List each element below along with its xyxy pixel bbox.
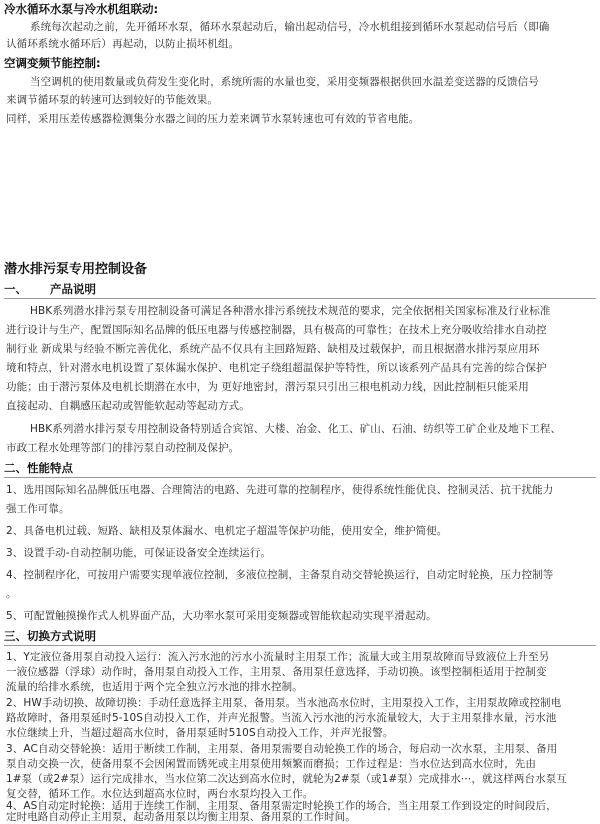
list-item-continuation: 流量的给排水系统，也适用于两个完全独立污水池的排水控制。 — [6, 681, 303, 693]
paragraph-line: 境和特点，针对潜水电机设置了泵体漏水保护、电机定子绕组超温保护等特性，所以该系列产品具有完善的综合保护 — [6, 362, 547, 374]
section-number: 一、 — [4, 282, 27, 296]
list-item-continuation: 路故障时，备用泵延时5-10S自动投入工作，并声光报警。当流入污水池的污水流量较大，大于主用泵排水量，污水池 — [6, 712, 557, 724]
list-item-continuation: 一液位感器（浮球）动作时，备用泵自动投入工作，主用泵、备用泵任意选择，手动切换。该型控制柜适用于控制变 — [6, 666, 547, 678]
section-divider — [4, 645, 596, 646]
section-heading-performance-features: 二、性能特点 — [4, 461, 73, 475]
list-item: 1、选用国际知名品牌低压电器、合理简洁的电路、先进可靠的控制程序，使得系统性能优良、控制灵活、抗干扰能力 — [6, 484, 554, 496]
list-item: 2、具备电机过载、短路、缺相及泵体漏水、电机定子超温等保护功能，使用安全，维护简便。 — [6, 525, 448, 537]
list-item-continuation: 定时电路自动停止主用泵，起动备用泵以均衡主用泵、备用泵的工作时间。 — [6, 811, 356, 823]
list-item-continuation: 水位继续上升，当超过超高水位时，备用泵延时510S自动投入工作，并声光报警。 — [6, 727, 394, 739]
section-heading-switching-modes: 三、切换方式说明 — [4, 629, 96, 643]
paragraph-line: 市政工程水处理等部门的排污泵自动控制及保护。 — [6, 442, 240, 454]
paragraph-line: HBK系列潜水排污泵专用控制设备特别适合宾馆、大楼、冶金、化工、矿山、石油、纺织等工矿企业及地下工程、 — [30, 423, 562, 435]
paragraph-line: 来调节循环泵的转速可达到较好的节能效果。 — [6, 94, 218, 106]
list-item-continuation: 强工作可靠。 — [6, 503, 70, 515]
list-item: 3、AC自动交替轮换：适用于断续工作制，主用泵、备用泵需要自动轮换工作的场合，每启动一次水泵，主用泵、备用 — [6, 743, 558, 755]
list-item: 2、HW手动切换、故障切换：手动任意选择主用泵、备用泵。当水池高水位时，主用泵投入工作，主用泵故障或控制电 — [6, 697, 562, 709]
list-item: 4、控制程序化，可按用户需要实现单液位控制，多液位控制，主备泵自动交替轮换运行，自动定时轮换，压力控制等 — [6, 569, 554, 581]
section-divider — [4, 298, 596, 299]
paragraph-line: 直接起动、自耦感压起动或智能软起动等起动方式。 — [6, 400, 250, 412]
section-divider — [4, 477, 596, 478]
list-item-continuation: 1#泵（或2#泵）运行完成排水，当水位第二次达到高水位时，就轮为2#泵（或1#泵）完成排水⋯，就这样两台水泵互 — [6, 773, 567, 785]
paragraph-line: 进行设计与生产，配置国际知名品牌的低压电器与传感控制器，具有极高的可靠性；在技术上充分吸收给排水自动控 — [6, 324, 547, 336]
list-item: 1、Y定液位备用泵自动投入运行：流入污水池的污水小流量时主用泵工作；流量大或主用泵故障而导致液位上升至另 — [6, 651, 550, 663]
section-title: 产品说明 — [50, 282, 96, 296]
paragraph-line: 制行业 新成果与经验不断完善优化，系统产品不仅具有主回路短路、缺相及过载保护，而且根据潜水排污泵应用环 — [6, 343, 540, 355]
paragraph-line: 功能；由于潜污泵体及电机长期潜在水中，为 更好地密封，潜污泵只引出三根电机动力线，因此控制柜只能采用 — [6, 381, 529, 393]
paragraph-line: HBK系列潜水排污泵专用控制设备可满足各种潜水排污系统技术规范的要求，完全依据相关国家标准及行业标准 — [30, 305, 551, 317]
paragraph-line: 系统每次起动之前，先开循环水泵，循环水泵起动后，输出起动信号，冷水机组接到循环水泵起动信号后（即确 — [30, 21, 550, 33]
paragraph-line: 当空调机的使用数量或负荷发生变化时，系统所需的水量也变，采用变频器根据供回水温差变送器的反馈信号 — [30, 76, 539, 88]
list-item-continuation: 泵自动交换一次，使备用泵不会因闲置而锈死或主用泵使用频繁而磨损；工作过程是：当水位达到高水位时，先由 — [6, 758, 536, 770]
section-heading-product-description — [4, 282, 96, 297]
paragraph-line: 同样，采用压差传感器检测集分水器之间的压力差来调节水泵转速也可有效的节省电能。 — [6, 113, 420, 125]
list-item-continuation: 复交替，循环工作。水位达到超高水位时，两台水泵均投入工作。 — [6, 788, 314, 800]
list-item: 3、设置手动-自动控制功能，可保证设备安全连续运行。 — [6, 547, 272, 559]
document-title: 潜水排污泵专用控制设备 — [4, 262, 148, 277]
paragraph-line: 认循环系统水循环后）再起动，以防止损坏机组。 — [6, 38, 240, 50]
list-item-continuation: 。 — [6, 588, 17, 600]
list-item: 4、AS自动定时轮换：适用于连续工作制，主用泵、备用泵需定时轮换工作的场合，当主用泵工作到设定的时间段后， — [6, 800, 557, 812]
section-title-vfd-energy-saving: 空调变频节能控制: — [4, 56, 101, 70]
list-item: 5、可配置触摸操作式人机界面产品，大功率水泵可采用变频器或智能软起动实现平滑起动。 — [6, 610, 437, 622]
section-title-pump-chiller-linkage: 冷水循环水泵与冷水机组联动: — [4, 2, 159, 16]
